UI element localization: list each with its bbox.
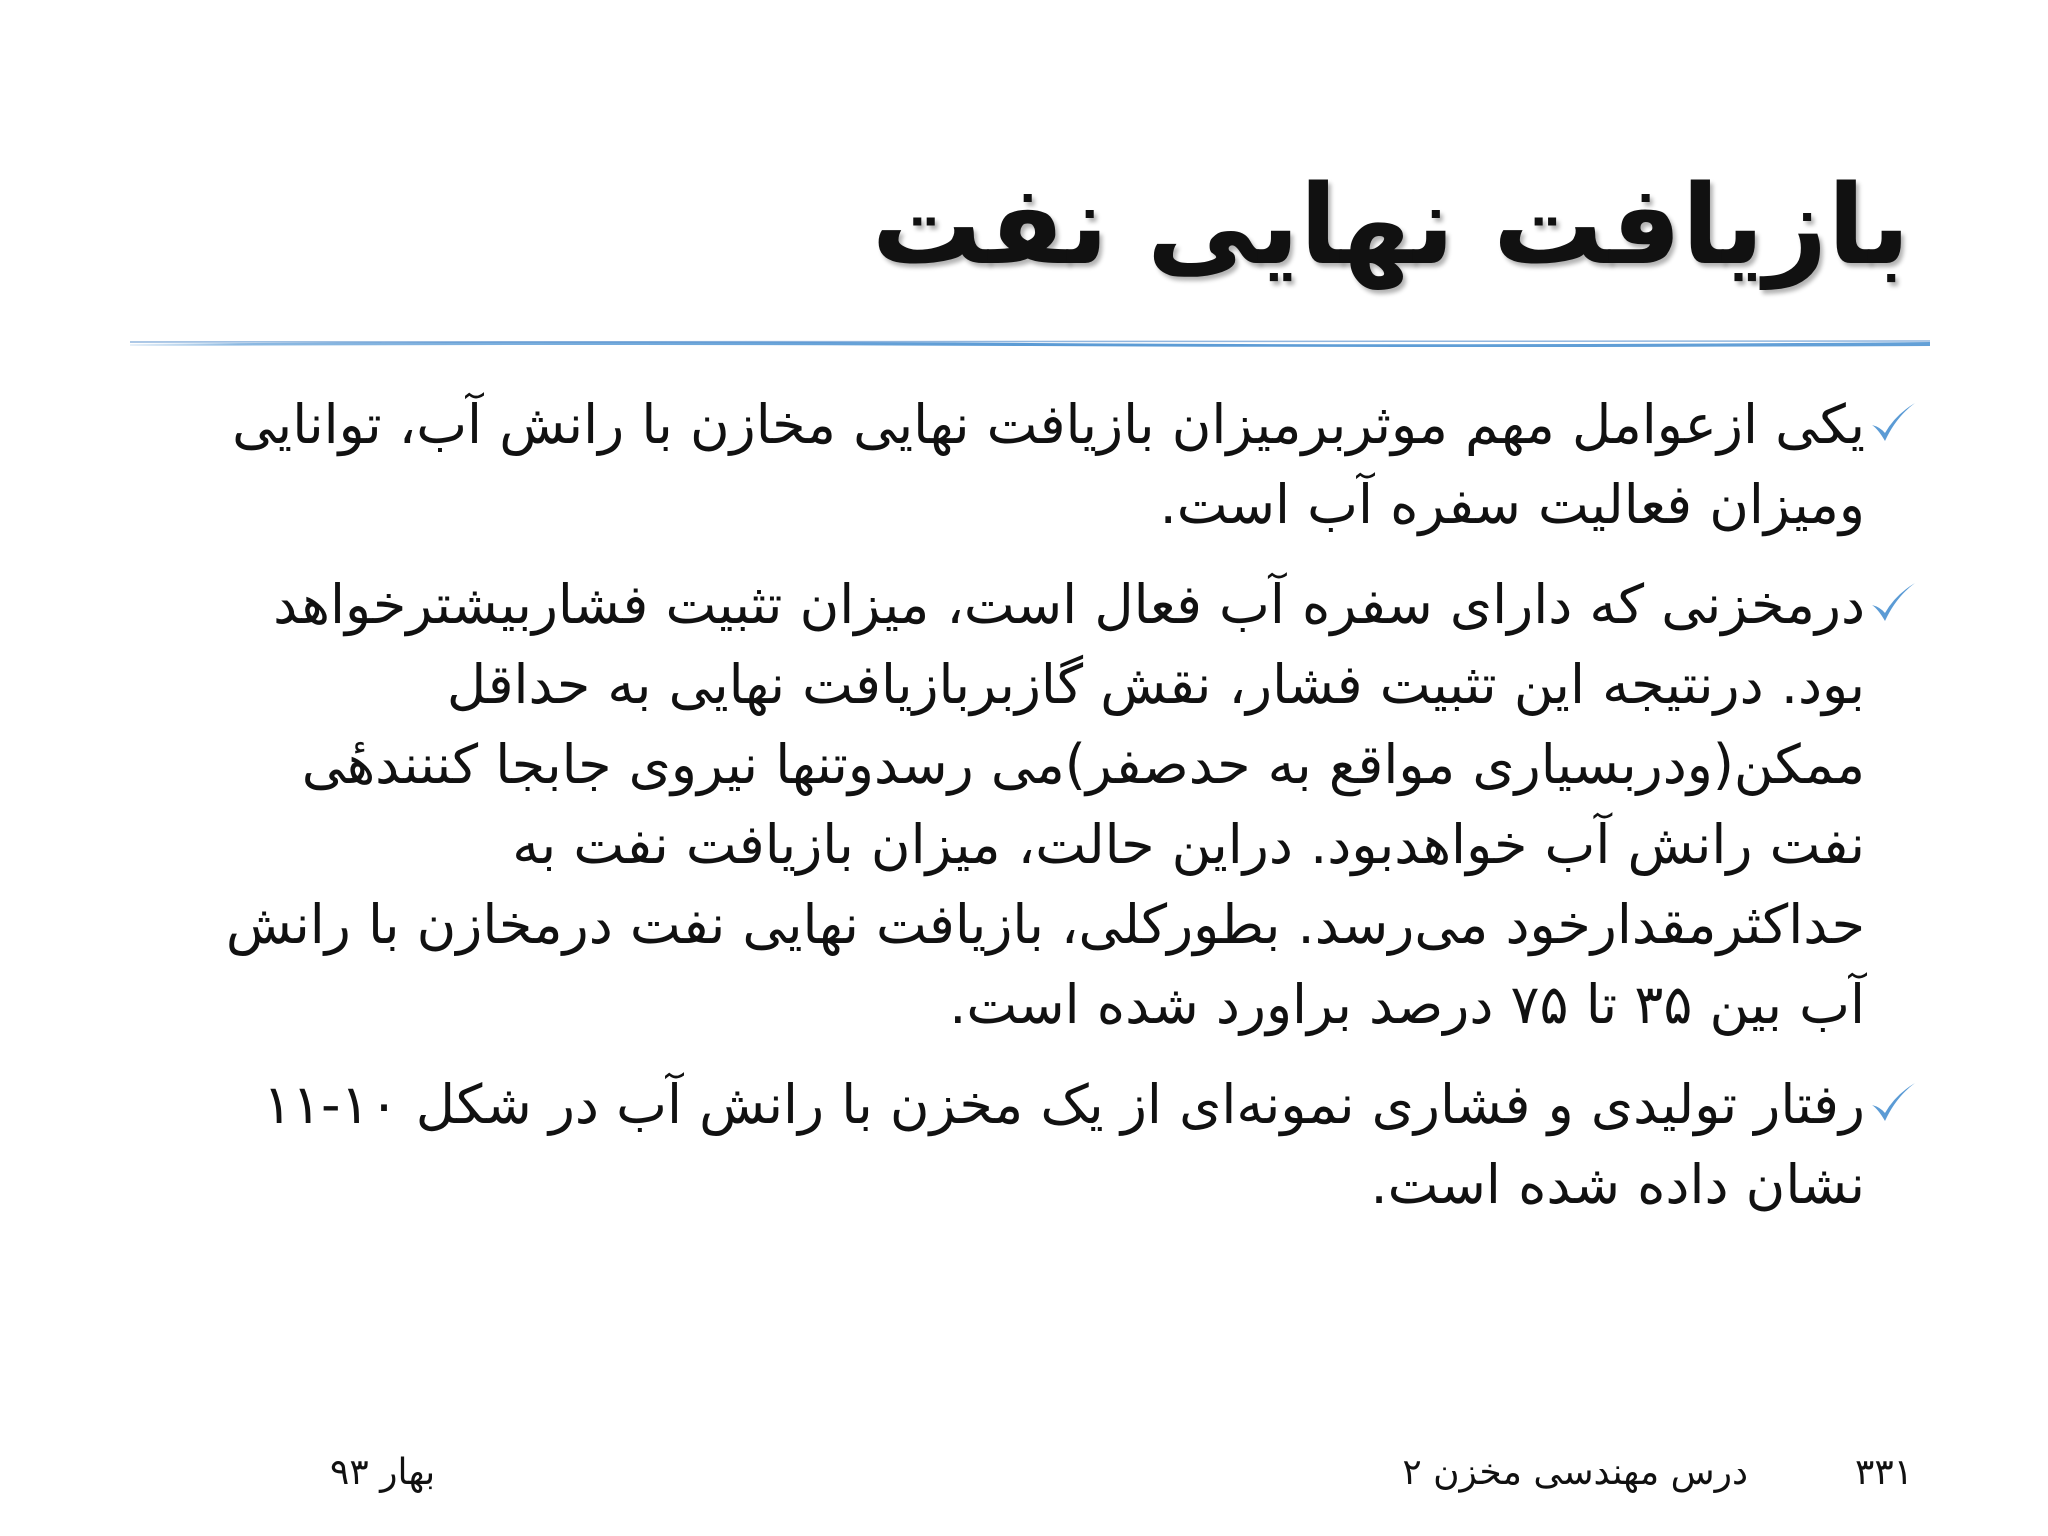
checkmark-icon [1868,579,1918,627]
bullet-item [198,385,1918,545]
title-divider [130,336,1930,350]
checkmark-icon [1868,399,1918,447]
bullet-text: درمخزنی که دارای سفره آب فعال است، میزان تثبیت فشاربیشترخواهد بود. درنتیجه این تثبیت فشار، نقش گازبربازیافت نهایی به حداقل ممکن(ودربسیاری مواقع به حدصفر)می رسدوتنها نیروی جابجا کننندهٔی نفت رانش آب خواهدبود. دراین حالت، میزان بازیافت نفت به حداکثرمقدارخود می‌رسد. بطورکلی، بازیافت نهایی نفت درمخازن با رانش آب بین ۳۵ تا ۷۵ درصد براورد شده است. [225,573,1865,1036]
footer-course-name: درس مهندسی مخزن ۲ [1402,1452,1748,1493]
bullet-item [198,565,1918,1045]
bullet-text: رفتار تولیدی و فشاری نمونه‌ای از یک مخزن با رانش آب در شکل ۱۰-۱۱ نشان داده شده است. [263,1073,1865,1216]
bullet-text: یکی ازعوامل مهم موثربرمیزان بازیافت نهایی مخازن با رانش آب، توانایی ومیزان فعالیت سفره آب است. [232,393,1865,536]
page-number: ۳۳۱ [1854,1452,1913,1493]
footer-date: بهار ۹۳ [330,1452,436,1493]
checkmark-icon [1868,1079,1918,1127]
bullet-item [198,1065,1918,1225]
slide-title: بازیافت نهایی نفت [871,161,1910,289]
bullet-list [198,385,1918,1245]
